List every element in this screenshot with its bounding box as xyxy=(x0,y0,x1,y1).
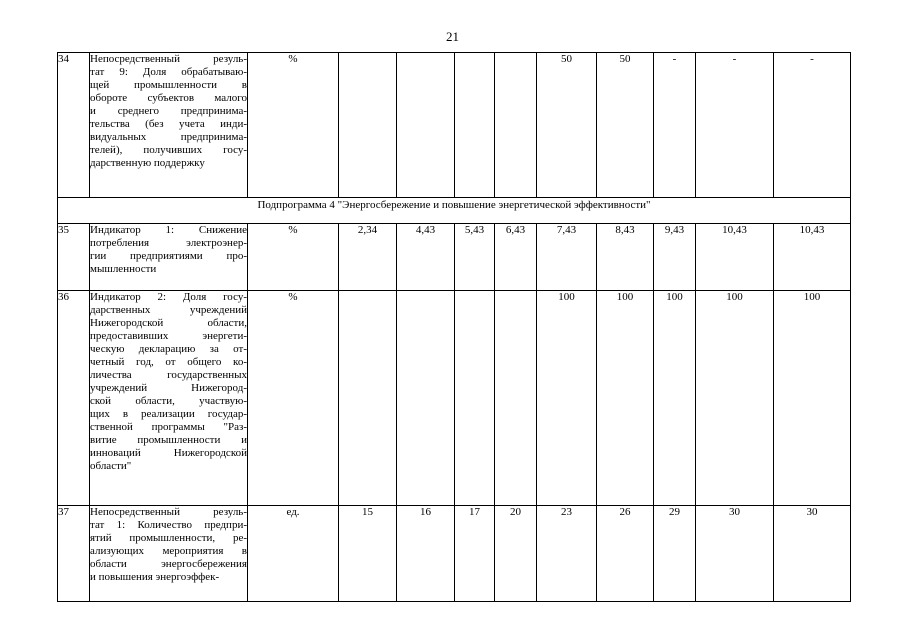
value-cell: 6,43 xyxy=(495,224,537,291)
value-cell xyxy=(495,291,537,506)
value-cell: 5,43 xyxy=(455,224,495,291)
subprogram-title: Подпрограмма 4 "Энергосбережение и повышение энергетической эффективности" xyxy=(58,198,851,224)
indicator-name-line: мышленности xyxy=(90,263,157,275)
unit-cell: ед. xyxy=(248,506,339,602)
unit-cell: % xyxy=(248,291,339,506)
unit-cell: % xyxy=(248,224,339,291)
value-cell: 100 xyxy=(696,291,774,506)
value-cell: - xyxy=(696,53,774,198)
indicator-name-line: Индикатор 1: Снижение xyxy=(90,224,247,236)
value-cell xyxy=(339,291,397,506)
indicator-name xyxy=(90,506,248,602)
value-cell: 17 xyxy=(455,506,495,602)
value-cell: 7,43 xyxy=(537,224,597,291)
value-cell: 100 xyxy=(774,291,851,506)
indicator-name-line: тат 1: Количество предпри- xyxy=(90,519,247,531)
indicator-name-line: ственной программы "Раз- xyxy=(90,421,247,433)
table-row xyxy=(58,53,851,198)
indicator-name-line: и среднего предпринима- xyxy=(90,105,247,117)
indicator-name-line: тат 9: Доля обрабатываю- xyxy=(90,66,247,78)
indicator-name-line: гии предприятиями про- xyxy=(90,250,247,262)
table-body xyxy=(58,53,851,602)
value-cell: 4,43 xyxy=(397,224,455,291)
value-cell: 8,43 xyxy=(597,224,654,291)
page-number: 21 xyxy=(446,29,459,44)
value-cell: 20 xyxy=(495,506,537,602)
row-number: 34 xyxy=(58,53,90,198)
value-cell: 50 xyxy=(537,53,597,198)
value-cell: 30 xyxy=(774,506,851,602)
value-cell xyxy=(397,53,455,198)
indicator-name-line: витие промышленности и xyxy=(90,434,247,446)
indicator-name-line: ской области, участвую- xyxy=(90,395,247,407)
value-cell: - xyxy=(774,53,851,198)
indicator-name-line: дарственную поддержку xyxy=(90,157,205,169)
value-cell: 10,43 xyxy=(696,224,774,291)
indicator-name-line: щих в реализации государ- xyxy=(90,408,247,420)
table-row xyxy=(58,291,851,506)
indicator-name-line: области" xyxy=(90,460,132,472)
row-number: 36 xyxy=(58,291,90,506)
value-cell: - xyxy=(654,53,696,198)
indicator-name-line: области энергосбережения xyxy=(90,558,247,570)
indicator-name-line: инноваций Нижегородской xyxy=(90,447,247,459)
indicator-name-line: щей промышленности в xyxy=(90,79,247,91)
table-row xyxy=(58,506,851,602)
indicator-name-line: Индикатор 2: Доля госу- xyxy=(90,291,247,303)
indicator-name-line: телей), получивших госу- xyxy=(90,144,247,156)
indicator-name-line: четный год, от общего ко- xyxy=(90,356,247,368)
value-cell xyxy=(339,53,397,198)
value-cell: 100 xyxy=(537,291,597,506)
indicator-name-line: ализующих мероприятия в xyxy=(90,545,247,557)
indicator-name-line: личества государственных xyxy=(90,369,247,381)
value-cell: 23 xyxy=(537,506,597,602)
indicators-table xyxy=(57,52,851,602)
indicator-name-line: Непосредственный резуль- xyxy=(90,506,247,518)
indicator-name-line: обороте субъектов малого xyxy=(90,92,247,104)
value-cell: 100 xyxy=(654,291,696,506)
indicator-name-line: ятий промышленности, ре- xyxy=(90,532,247,544)
indicator-name-line: тельства (без учета инди- xyxy=(90,118,247,130)
indicator-name-line: и повышения энергоэффек- xyxy=(90,571,220,583)
value-cell: 100 xyxy=(597,291,654,506)
value-cell: 29 xyxy=(654,506,696,602)
value-cell: 10,43 xyxy=(774,224,851,291)
subprogram-row xyxy=(58,198,851,224)
value-cell: 26 xyxy=(597,506,654,602)
value-cell: 50 xyxy=(597,53,654,198)
value-cell: 2,34 xyxy=(339,224,397,291)
indicator-name xyxy=(90,224,248,291)
value-cell xyxy=(455,291,495,506)
indicator-name-line: ческую декларацию за от- xyxy=(90,343,247,355)
indicator-name-line: учреждений Нижегород- xyxy=(90,382,247,394)
value-cell xyxy=(397,291,455,506)
indicator-name-line: видуальных предпринима- xyxy=(90,131,247,143)
indicator-name xyxy=(90,53,248,198)
value-cell: 9,43 xyxy=(654,224,696,291)
row-number: 37 xyxy=(58,506,90,602)
indicator-name-line: дарственных учреждений xyxy=(90,304,247,316)
indicator-name-line: потребления электроэнер- xyxy=(90,237,247,249)
row-number: 35 xyxy=(58,224,90,291)
value-cell: 16 xyxy=(397,506,455,602)
indicator-name-line: предоставивших энергети- xyxy=(90,330,247,342)
unit-cell: % xyxy=(248,53,339,198)
value-cell xyxy=(495,53,537,198)
table-row xyxy=(58,224,851,291)
indicator-name-line: Нижегородской области, xyxy=(90,317,247,329)
value-cell: 15 xyxy=(339,506,397,602)
indicator-name xyxy=(90,291,248,506)
value-cell xyxy=(455,53,495,198)
indicator-name-line: Непосредственный резуль- xyxy=(90,53,247,65)
value-cell: 30 xyxy=(696,506,774,602)
